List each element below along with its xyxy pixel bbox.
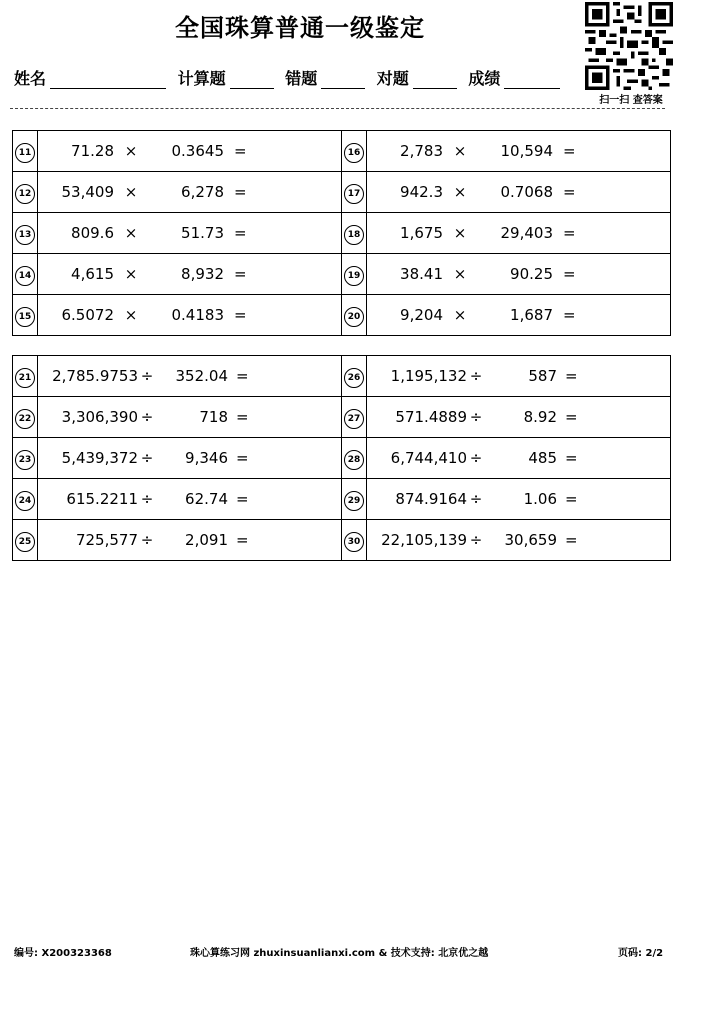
operand-b: 0.7068 (500, 183, 553, 201)
name-label: 姓名 (14, 69, 47, 88)
problem-row (13, 131, 671, 172)
equals-sign: = (565, 449, 578, 467)
equals-sign: = (565, 531, 578, 549)
operand-b: 29,403 (500, 224, 553, 242)
operand-b: 51.73 (181, 224, 224, 242)
problem-cell[interactable] (38, 356, 342, 397)
problem-number-cell (342, 131, 367, 172)
problem-cell[interactable] (38, 254, 342, 295)
equals-sign: = (565, 408, 578, 426)
operator: × (453, 306, 467, 324)
qr-caption: 扫一扫 查答案 (599, 95, 663, 106)
equals-sign: = (236, 408, 249, 426)
problem-cell[interactable] (367, 479, 671, 520)
problem-number: 12 (15, 184, 35, 204)
problem-number: 13 (15, 225, 35, 245)
operand-a: 5,439,372 (61, 449, 138, 467)
equals-sign: = (236, 490, 249, 508)
equals-sign: = (563, 142, 576, 160)
operand-a: 2,783 (400, 142, 443, 160)
problem-expression (367, 531, 670, 549)
footer-code: 编号: X200323368 (14, 948, 112, 959)
multiplication-table (12, 130, 671, 336)
operand-b: 8.92 (523, 408, 557, 426)
problem-number-cell (13, 356, 38, 397)
problem-number: 22 (15, 409, 35, 429)
equals-sign: = (565, 490, 578, 508)
equals-sign: = (236, 531, 249, 549)
problem-number-cell (342, 479, 367, 520)
operator: ÷ (469, 531, 483, 549)
problem-expression (38, 183, 341, 201)
problem-row (13, 254, 671, 295)
operator: × (124, 306, 138, 324)
operand-b: 1.06 (523, 490, 557, 508)
problem-number-cell (13, 520, 38, 561)
operand-b: 62.74 (185, 490, 228, 508)
operator: × (124, 142, 138, 160)
problem-row (13, 479, 671, 520)
equals-sign: = (234, 183, 247, 201)
problem-number: 30 (344, 532, 364, 552)
problem-number-cell (13, 131, 38, 172)
problem-expression (367, 265, 670, 283)
problem-number: 25 (15, 532, 35, 552)
operand-b: 352.04 (175, 367, 228, 385)
footer-site: 珠心算练习网 zhuxinsuanlianxi.com & 技术支持: 北京优之越 (190, 948, 489, 959)
problem-expression (367, 183, 670, 201)
problem-expression (367, 224, 670, 242)
operand-a: 22,105,139 (381, 531, 467, 549)
problem-number-cell (13, 438, 38, 479)
operand-b: 30,659 (504, 531, 557, 549)
problem-row (13, 295, 671, 336)
problem-number-cell (342, 295, 367, 336)
problem-expression (367, 142, 670, 160)
operator: ÷ (140, 367, 154, 385)
equals-sign: = (563, 183, 576, 201)
operator: ÷ (140, 408, 154, 426)
problem-row (13, 172, 671, 213)
problem-cell[interactable] (367, 397, 671, 438)
problem-number-cell (13, 213, 38, 254)
operator: ÷ (140, 449, 154, 467)
operand-a: 942.3 (400, 183, 443, 201)
problem-number-cell (13, 295, 38, 336)
problem-number: 15 (15, 307, 35, 327)
problem-cell[interactable] (367, 172, 671, 213)
problem-number: 14 (15, 266, 35, 286)
equals-sign: = (236, 449, 249, 467)
problem-cell[interactable] (367, 295, 671, 336)
equals-sign: = (563, 224, 576, 242)
problem-expression (38, 367, 341, 385)
operand-b: 718 (199, 408, 228, 426)
problem-cell[interactable] (38, 295, 342, 336)
operand-a: 53,409 (61, 183, 114, 201)
calc-label: 计算题 (177, 69, 226, 88)
operator: × (124, 265, 138, 283)
problem-row (13, 438, 671, 479)
division-table (12, 355, 671, 561)
operand-b: 8,932 (181, 265, 224, 283)
operand-a: 6.5072 (61, 306, 114, 324)
problem-cell[interactable] (38, 479, 342, 520)
dashed-divider (10, 108, 665, 109)
problem-row (13, 213, 671, 254)
score-field[interactable] (504, 70, 560, 89)
operator: × (453, 265, 467, 283)
operand-b: 0.3645 (171, 142, 224, 160)
operand-b: 0.4183 (171, 306, 224, 324)
problem-number-cell (342, 172, 367, 213)
problem-number-cell (13, 172, 38, 213)
operand-b: 9,346 (185, 449, 228, 467)
wrong-label: 错题 (285, 69, 318, 88)
operand-a: 2,785.9753 (52, 367, 138, 385)
operand-a: 1,195,132 (390, 367, 467, 385)
problem-number: 23 (15, 450, 35, 470)
problem-number-cell (342, 213, 367, 254)
operator: × (124, 183, 138, 201)
problem-expression (38, 531, 341, 549)
operand-a: 571.4889 (395, 408, 467, 426)
equals-sign: = (234, 265, 247, 283)
student-info-row (14, 66, 566, 89)
operand-a: 38.41 (400, 265, 443, 283)
problem-row (13, 356, 671, 397)
problem-number: 19 (344, 266, 364, 286)
page-title: 全国珠算普通一级鉴定 (175, 14, 425, 42)
problem-number: 26 (344, 368, 364, 388)
problem-cell[interactable] (38, 172, 342, 213)
problem-number: 29 (344, 491, 364, 511)
equals-sign: = (236, 367, 249, 385)
operator: × (453, 224, 467, 242)
problem-row (13, 397, 671, 438)
operand-b: 2,091 (185, 531, 228, 549)
operator: ÷ (469, 490, 483, 508)
operand-a: 725,577 (75, 531, 138, 549)
operand-b: 485 (528, 449, 557, 467)
problem-expression (38, 265, 341, 283)
problem-expression (367, 449, 670, 467)
operand-a: 4,615 (71, 265, 114, 283)
problem-cell[interactable] (367, 356, 671, 397)
operand-a: 809.6 (71, 224, 114, 242)
problem-cell[interactable] (38, 397, 342, 438)
problem-number-cell (342, 438, 367, 479)
problem-cell[interactable] (38, 131, 342, 172)
operator: ÷ (140, 531, 154, 549)
problem-number-cell (13, 479, 38, 520)
problem-number-cell (342, 520, 367, 561)
problem-expression (38, 449, 341, 467)
operand-a: 6,744,410 (390, 449, 467, 467)
problem-number: 24 (15, 491, 35, 511)
problem-number: 21 (15, 368, 35, 388)
problem-cell[interactable] (367, 520, 671, 561)
problem-number: 27 (344, 409, 364, 429)
problem-cell[interactable] (367, 438, 671, 479)
equals-sign: = (234, 306, 247, 324)
footer-page: 页码: 2/2 (618, 948, 664, 959)
problem-cell[interactable] (38, 520, 342, 561)
operand-b: 90.25 (510, 265, 553, 283)
problem-expression (38, 224, 341, 242)
score-label: 成绩 (468, 69, 501, 88)
operand-a: 9,204 (400, 306, 443, 324)
problem-cell[interactable] (367, 254, 671, 295)
problem-expression (367, 408, 670, 426)
problem-expression (367, 306, 670, 324)
right-field[interactable] (413, 70, 457, 89)
operand-a: 874.9164 (395, 490, 467, 508)
problem-expression (38, 408, 341, 426)
wrong-field[interactable] (321, 70, 365, 89)
operator: × (124, 224, 138, 242)
equals-sign: = (234, 224, 247, 242)
problem-number: 28 (344, 450, 364, 470)
problem-number-cell (342, 254, 367, 295)
problem-number-cell (13, 254, 38, 295)
operator: ÷ (140, 490, 154, 508)
problem-cell[interactable] (38, 438, 342, 479)
calc-field[interactable] (230, 70, 274, 89)
operator: × (453, 183, 467, 201)
operand-a: 615.2211 (66, 490, 138, 508)
problem-expression (367, 490, 670, 508)
problem-row (13, 520, 671, 561)
problem-cell[interactable] (367, 213, 671, 254)
operand-b: 587 (528, 367, 557, 385)
equals-sign: = (563, 265, 576, 283)
problem-number-cell (342, 397, 367, 438)
problem-number: 11 (15, 143, 35, 163)
problem-expression (38, 306, 341, 324)
equals-sign: = (563, 306, 576, 324)
qr-code-icon[interactable] (585, 2, 673, 90)
operand-a: 3,306,390 (61, 408, 138, 426)
operator: ÷ (469, 408, 483, 426)
operator: × (453, 142, 467, 160)
problem-number-cell (13, 397, 38, 438)
operand-a: 71.28 (71, 142, 114, 160)
problem-expression (38, 142, 341, 160)
problem-number: 16 (344, 143, 364, 163)
operator: ÷ (469, 367, 483, 385)
problem-expression (38, 490, 341, 508)
problem-number: 18 (344, 225, 364, 245)
name-field[interactable] (50, 70, 166, 89)
problem-number: 17 (344, 184, 364, 204)
operator: ÷ (469, 449, 483, 467)
operand-a: 1,675 (400, 224, 443, 242)
problem-cell[interactable] (38, 213, 342, 254)
equals-sign: = (565, 367, 578, 385)
operand-b: 10,594 (500, 142, 553, 160)
problem-cell[interactable] (367, 131, 671, 172)
right-label: 对题 (376, 69, 409, 88)
operand-b: 1,687 (510, 306, 553, 324)
operand-b: 6,278 (181, 183, 224, 201)
problem-expression (367, 367, 670, 385)
problem-number: 20 (344, 307, 364, 327)
problem-number-cell (342, 356, 367, 397)
equals-sign: = (234, 142, 247, 160)
